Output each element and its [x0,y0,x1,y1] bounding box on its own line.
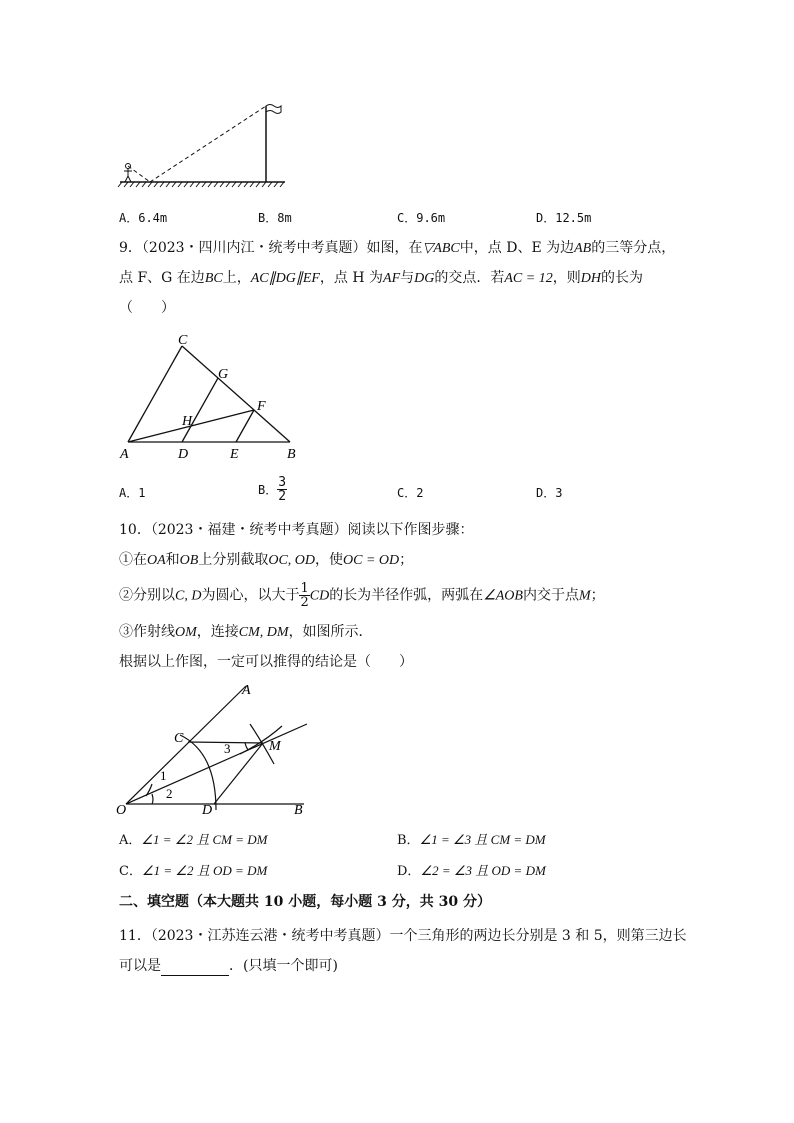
q10-stem-line1: 10．（2023・福建・统考中考真题）阅读以下作图步骤： [119,522,474,538]
q9-label-h: H [182,414,193,429]
q10-option-c[interactable]: C．∠1 = ∠2 且 OD = DM [119,863,268,879]
q10-step2: ②分别以C, D为圆心，以大于 $\frac{1}{2}$ CD的长为半径作弧，两弧在∠AOB内交于点M； [119,581,605,610]
q9-label-d: D [178,447,189,462]
section-heading-fill-in: 二、填空题（本大题共 10 小题，每小题 3 分，共 30 分） [119,894,491,910]
q10-angle-2: 2 [166,786,173,801]
q9-label-g: G [218,367,229,382]
q10-label-d: D [202,803,213,818]
flagpole-figure [110,96,300,192]
q9-label-e: E [230,447,239,462]
q10-angle-3: 3 [224,741,231,756]
q10-label-m: M [269,739,281,754]
q9-label-a: A [120,447,129,462]
q9-label-b: B [287,447,296,462]
q9-stem-line2: 点 F、G 在边BC上，AC∥DG∥EF，点 H 为AF与DG的交点．若AC = 12，则DH的长为 [119,270,643,286]
q9-option-b-fraction: $\frac{3}{2}$ [278,475,287,504]
q9-answer-paren: （ ） [119,300,175,316]
q9-triangle-figure [112,328,312,464]
q10-step3: ③作射线OM，连接CM, DM，如图所示． [119,624,373,640]
q10-label-o: O [116,803,127,818]
q9-stem-line1: 9．（2023・四川内江・统考中考真题）如图，在▽ABC中，点 D、E 为边AB的三等分点， [119,240,676,256]
q8-option-a[interactable]: A．6.4m [119,211,168,225]
q11-stem-line2: 可以是 ．(只填一个即可) [119,958,338,974]
q10-label-c: C [174,731,184,746]
q10-question: 根据以上作图，一定可以推得的结论是（ ） [119,654,413,670]
q9-option-c[interactable]: C．2 [397,486,424,500]
q9-option-a[interactable]: A．1 [119,486,146,500]
q9-label-c: C [178,333,188,348]
q8-option-c[interactable]: C．9.6m [397,211,446,225]
q10-option-b[interactable]: B．∠1 = ∠3 且 CM = DM [397,832,546,848]
q9-option-b[interactable]: B． $\frac{3}{2}$ [258,475,287,504]
q11-stem-line1: 11．（2023・江苏连云港・统考中考真题）一个三角形的两边长分别是 3 和 5，则第三边长 [119,928,687,944]
q10-option-a[interactable]: A．∠1 = ∠2 且 CM = DM [119,832,268,848]
q10-angle-1: 1 [160,768,167,783]
q10-step1: ①在OA和OB上分别截取OC, OD，使OC = OD； [119,552,414,568]
q10-label-b: B [294,803,303,818]
q9-option-d[interactable]: D．3 [536,486,563,500]
q8-option-d[interactable]: D．12.5m [536,211,592,225]
q9-label-f: F [257,399,266,414]
q10-option-d[interactable]: D．∠2 = ∠3 且 OD = DM [397,863,546,879]
q10-angle-figure [112,680,322,820]
q10-label-a: A [242,683,251,698]
q8-option-b[interactable]: B．8m [258,211,292,225]
q11-answer-blank[interactable] [161,961,229,976]
